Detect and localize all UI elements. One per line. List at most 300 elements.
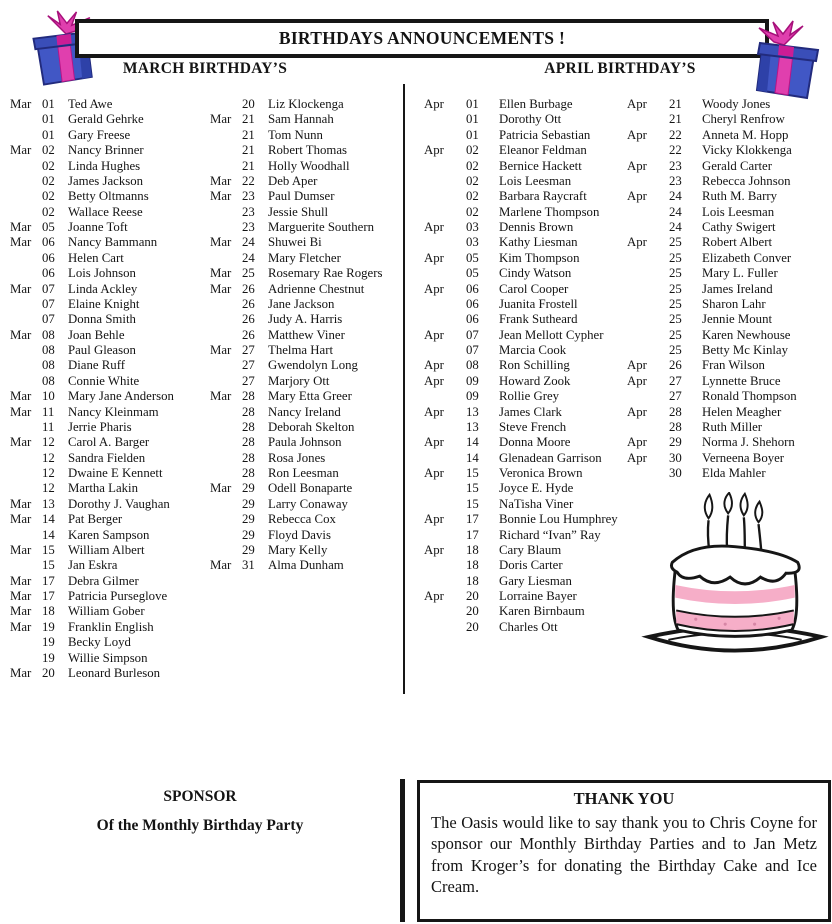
birthday-row: [10, 512, 206, 527]
birthday-row: [210, 97, 404, 112]
birthday-name: Patricia Purseglove: [68, 589, 168, 603]
birthday-day: 03: [466, 220, 479, 234]
birthday-name: Joyce E. Hyde: [499, 481, 574, 496]
birthday-name: James Ireland: [702, 281, 773, 296]
birthday-name: Cindy Watson: [499, 266, 572, 281]
birthday-day: 15: [42, 542, 55, 557]
birthday-name: Anneta M. Hopp: [702, 127, 789, 142]
birthday-row: [210, 143, 404, 158]
birthday-name: Mary Etta Greer: [268, 389, 352, 404]
birthday-day: 06: [466, 281, 479, 296]
birthday-name: Rollie Grey: [499, 389, 560, 404]
birthday-row: [10, 604, 206, 619]
birthday-day: 05: [466, 250, 479, 265]
birthday-month: Mar: [10, 404, 32, 419]
birthday-name: Gwendolyn Long: [268, 358, 358, 373]
birthday-day: 12: [42, 435, 55, 450]
birthday-month: Mar: [10, 327, 32, 342]
birthday-row: [627, 343, 832, 358]
birthday-month: [424, 481, 466, 496]
birthday-month: Mar: [10, 589, 32, 603]
birthday-name: Barbara Raycraft: [499, 189, 587, 204]
birthday-name: Odell Bonaparte: [268, 481, 353, 496]
birthday-day: 01: [42, 97, 55, 111]
birthday-row: [627, 466, 832, 481]
birthday-name: Liz Klockenga: [268, 97, 344, 111]
birthday-month: [627, 143, 669, 158]
birthday-day: 05: [466, 266, 479, 281]
birthday-name: Woody Jones: [702, 97, 771, 111]
birthday-month: Mar: [10, 235, 32, 250]
birthday-month: [10, 420, 42, 435]
birthday-row: [424, 235, 626, 250]
birthday-row: [210, 343, 404, 358]
birthday-day: 15: [466, 496, 479, 511]
birthday-name: Jessie Shull: [268, 204, 329, 219]
birthday-month: [210, 128, 242, 143]
birthday-name: Ted Awe: [68, 97, 113, 111]
birthday-name: Sandra Fielden: [68, 450, 146, 465]
birthday-name: Cheryl Renfrow: [702, 112, 785, 127]
birthday-day: 28: [242, 389, 255, 404]
april-list-column-1: [424, 97, 626, 635]
birthday-day: 26: [242, 296, 255, 311]
sponsor-subtitle: Of the Monthly Birthday Party: [96, 817, 304, 834]
birthday-day: 01: [466, 127, 479, 142]
birthday-month: [10, 205, 42, 220]
birthday-name: Juanita Frostell: [499, 296, 578, 311]
birthday-month: [10, 251, 42, 266]
birthday-day: 29: [242, 512, 255, 527]
birthday-row: [10, 558, 206, 573]
birthday-row: [210, 389, 404, 404]
birthday-day: 02: [42, 173, 55, 188]
birthday-day: 25: [669, 312, 682, 327]
birthday-day: 27: [669, 373, 682, 388]
birthday-cake-icon: [637, 492, 832, 672]
birthday-name: Patricia Sebastian: [499, 127, 591, 142]
birthday-month: [210, 512, 242, 527]
birthday-name: Deb Aper: [268, 173, 318, 188]
birthday-name: Deborah Skelton: [268, 419, 355, 434]
birthday-name: Joanne Toft: [68, 220, 128, 234]
thank-you-title: THANK YOU: [573, 789, 675, 808]
birthday-row: [424, 143, 626, 158]
birthday-row: [10, 174, 206, 189]
birthday-month: [210, 205, 242, 220]
birthday-month: [210, 528, 242, 543]
birthday-month: [424, 235, 466, 250]
birthday-day: 25: [669, 266, 682, 281]
birthday-day: 24: [669, 204, 682, 219]
birthday-day: 14: [466, 450, 479, 465]
birthday-day: 02: [466, 158, 479, 173]
birthday-name: Helen Meagher: [702, 404, 782, 419]
birthday-name: Gary Freese: [68, 127, 131, 142]
birthday-day: 01: [42, 112, 55, 127]
birthday-month: [627, 112, 669, 127]
birthday-month: Mar: [10, 281, 32, 296]
birthday-name: Helen Cart: [68, 250, 124, 265]
birthday-month: [210, 312, 242, 327]
birthday-day: 20: [42, 665, 55, 680]
birthday-day: 02: [466, 204, 479, 219]
birthday-day: 20: [466, 619, 479, 634]
birthday-month: [627, 220, 669, 235]
birthday-day: 27: [242, 358, 255, 373]
birthday-row: [210, 297, 404, 312]
birthday-row: [627, 297, 832, 312]
birthday-name: Lynnette Bruce: [702, 373, 781, 388]
birthday-day: 27: [242, 373, 255, 388]
birthday-row: [424, 574, 626, 589]
birthday-day: 07: [42, 312, 55, 327]
birthday-name: Carol A. Barger: [68, 435, 150, 450]
birthday-month: Apr: [627, 450, 647, 465]
birthday-row: [10, 528, 206, 543]
birthday-day: 26: [669, 358, 682, 373]
birthday-name: Mary Kelly: [268, 542, 328, 557]
birthday-name: Rosemary Rae Rogers: [268, 266, 383, 281]
birthday-row: [627, 205, 832, 220]
birthday-day: 19: [42, 635, 55, 650]
birthday-day: 23: [242, 220, 255, 234]
birthday-month: [627, 343, 669, 358]
birthday-day: 02: [466, 143, 479, 158]
birthday-month: Mar: [10, 619, 32, 634]
birthday-day: 07: [466, 343, 479, 357]
birthday-month: [210, 358, 242, 373]
birthday-name: Dennis Brown: [499, 220, 574, 234]
birthday-name: Leonard Burleson: [68, 665, 161, 680]
birthday-name: Vicky Klokkenga: [702, 143, 792, 158]
birthday-row: [10, 374, 206, 389]
birthday-day: 13: [466, 404, 479, 419]
birthday-month: [10, 466, 42, 481]
birthday-day: 25: [669, 235, 682, 250]
birthday-month: [10, 297, 42, 312]
birthday-name: Elizabeth Conver: [702, 250, 792, 265]
birthday-month: [424, 266, 466, 281]
birthday-row: [10, 343, 206, 358]
birthday-name: Wallace Reese: [68, 204, 143, 219]
birthday-month: [10, 651, 42, 666]
birthday-row: [424, 159, 626, 174]
birthday-name: Ron Schilling: [499, 358, 570, 373]
birthday-name: James Clark: [499, 404, 562, 419]
birthday-row: [627, 189, 832, 204]
march-list-column-2: [210, 97, 404, 574]
birthday-day: 14: [42, 527, 55, 542]
birthday-row: [424, 405, 626, 420]
birthday-day: 07: [466, 327, 479, 342]
birthday-name: Linda Ackley: [68, 281, 138, 296]
birthday-name: Veronica Brown: [499, 466, 583, 480]
birthday-day: 12: [42, 450, 55, 465]
birthday-day: 02: [42, 158, 55, 173]
birthday-row: [210, 266, 404, 281]
birthday-day: 21: [242, 158, 255, 173]
birthday-name: Doris Carter: [499, 558, 563, 573]
birthday-day: 20: [466, 604, 479, 619]
birthday-month: [210, 220, 242, 235]
birthday-name: Martha Lakin: [68, 481, 139, 496]
birthday-name: Thelma Hart: [268, 343, 334, 357]
thank-you-body: The Oasis would like to say thank you to Chris Coyne for sponsor our Monthly Birthday Parties and to Jan Metz from Kroger’s for donating the Birthday Cake and Ice Cream.: [431, 813, 817, 897]
birthday-month: [210, 97, 242, 112]
birthday-month: [424, 620, 466, 635]
birthday-day: 28: [242, 435, 255, 450]
birthday-month: [210, 143, 242, 158]
birthday-day: 29: [669, 435, 682, 450]
birthday-row: [424, 435, 626, 450]
birthday-month: Apr: [424, 250, 444, 265]
birthday-row: [424, 481, 626, 496]
birthday-name: Karen Birnbaum: [499, 604, 585, 619]
birthday-name: Marjory Ott: [268, 373, 330, 388]
birthday-month: [210, 466, 242, 481]
birthday-day: 23: [669, 158, 682, 173]
birthday-month: Apr: [627, 373, 647, 388]
birthday-name: James Jackson: [68, 173, 143, 188]
birthday-name: Shuwei Bi: [268, 235, 322, 250]
birthday-day: 07: [42, 281, 55, 296]
birthday-row: [627, 374, 832, 389]
birthday-day: 21: [669, 97, 682, 111]
birthday-name: Marcia Cook: [499, 343, 567, 357]
birthday-row: [10, 143, 206, 158]
birthday-day: 02: [466, 173, 479, 188]
birthday-month: [424, 205, 466, 220]
birthday-day: 24: [242, 235, 255, 250]
birthday-row: [627, 174, 832, 189]
birthday-month: Apr: [424, 512, 444, 527]
birthday-name: Paul Dumser: [268, 189, 335, 204]
birthday-row: [424, 389, 626, 404]
birthday-name: Rosa Jones: [268, 450, 326, 465]
birthday-row: [10, 497, 206, 512]
birthday-row: [10, 205, 206, 220]
birthday-day: 28: [669, 419, 682, 434]
birthday-day: 14: [466, 435, 479, 450]
birthday-row: [627, 420, 832, 435]
birthday-month: Mar: [10, 435, 32, 450]
birthday-month: Apr: [424, 97, 444, 111]
birthday-day: 23: [669, 173, 682, 188]
birthday-row: [424, 358, 626, 373]
page-title: BIRTHDAYS ANNOUNCEMENTS !: [278, 28, 566, 48]
birthday-month: Apr: [424, 404, 444, 419]
birthday-day: 20: [466, 589, 479, 603]
birthday-month: [10, 343, 42, 358]
page-title-box: [75, 19, 769, 58]
birthday-name: Pat Berger: [68, 512, 123, 527]
birthday-name: Lois Leesman: [499, 173, 572, 188]
birthday-day: 29: [242, 496, 255, 511]
birthday-day: 23: [242, 204, 255, 219]
birthday-month: [424, 558, 466, 573]
birthday-day: 09: [466, 373, 479, 388]
birthday-name: Fran Wilson: [702, 358, 765, 373]
birthday-day: 01: [42, 127, 55, 142]
birthday-name: Steve French: [499, 419, 567, 434]
birthday-row: [10, 312, 206, 327]
birthday-month: [627, 251, 669, 266]
birthday-name: Kim Thompson: [499, 250, 580, 265]
birthday-name: Lois Leesman: [702, 204, 775, 219]
birthday-month: [10, 374, 42, 389]
birthday-day: 18: [466, 542, 479, 557]
birthday-row: [424, 620, 626, 635]
birthday-row: [10, 635, 206, 650]
birthday-row: [627, 282, 832, 297]
birthday-name: Donna Smith: [68, 312, 136, 327]
birthday-name: Gerald Carter: [702, 158, 772, 173]
birthday-day: 10: [42, 389, 55, 404]
birthday-row: [627, 97, 832, 112]
birthday-day: 03: [466, 235, 479, 250]
birthday-day: 21: [669, 112, 682, 127]
birthday-row: [210, 466, 404, 481]
birthday-row: [424, 343, 626, 358]
birthday-month: [424, 451, 466, 466]
birthday-row: [210, 112, 404, 127]
birthday-month: [10, 558, 42, 573]
birthday-day: 06: [466, 312, 479, 327]
birthday-day: 12: [42, 481, 55, 496]
birthday-row: [10, 466, 206, 481]
birthday-day: 08: [42, 343, 55, 357]
birthday-day: 25: [669, 343, 682, 357]
birthday-day: 13: [42, 496, 55, 511]
birthday-name: Betty Oltmanns: [68, 189, 149, 204]
birthday-month: [210, 420, 242, 435]
birthday-row: [10, 159, 206, 174]
birthday-month: [627, 328, 669, 343]
birthday-month: [627, 297, 669, 312]
birthday-row: [424, 297, 626, 312]
birthday-month: Apr: [627, 358, 647, 373]
birthday-month: [210, 435, 242, 450]
birthday-day: 11: [42, 419, 55, 434]
birthday-month: Mar: [210, 389, 232, 404]
birthday-row: [424, 205, 626, 220]
birthday-name: Sam Hannah: [268, 112, 334, 127]
birthday-row: [424, 174, 626, 189]
birthday-month: [10, 635, 42, 650]
birthday-row: [424, 466, 626, 481]
birthday-row: [627, 128, 832, 143]
birthday-name: Alma Dunham: [268, 558, 344, 573]
birthday-month: [10, 159, 42, 174]
birthday-row: [210, 420, 404, 435]
birthday-month: [210, 405, 242, 420]
birthday-month: [627, 389, 669, 404]
birthday-name: Ronald Thompson: [702, 389, 797, 404]
birthday-day: 27: [242, 343, 255, 357]
birthday-row: [627, 235, 832, 250]
birthday-name: Verneena Boyer: [702, 450, 785, 465]
birthday-day: 11: [42, 404, 55, 419]
birthday-day: 05: [42, 220, 55, 234]
birthday-row: [424, 220, 626, 235]
birthday-month: [210, 451, 242, 466]
birthday-row: [10, 389, 206, 404]
birthday-row: [627, 112, 832, 127]
birthday-row: [627, 358, 832, 373]
birthday-name: Donna Moore: [499, 435, 571, 450]
sponsor-title: SPONSOR: [163, 788, 237, 805]
birthday-name: Larry Conaway: [268, 496, 348, 511]
birthday-month: Mar: [10, 604, 32, 619]
birthday-row: [210, 159, 404, 174]
birthday-month: Mar: [10, 496, 32, 511]
birthday-day: 24: [669, 189, 682, 204]
birthday-row: [210, 374, 404, 389]
birthday-day: 06: [42, 250, 55, 265]
birthday-name: Becky Loyd: [68, 635, 131, 650]
birthday-name: Elda Mahler: [702, 466, 766, 480]
birthday-month: [424, 420, 466, 435]
birthday-name: Betty Mc Kinlay: [702, 343, 789, 357]
birthday-name: Diane Ruff: [68, 358, 125, 373]
birthday-month: [210, 374, 242, 389]
birthday-name: Nancy Bammann: [68, 235, 158, 250]
birthday-row: [210, 174, 404, 189]
birthday-row: [210, 512, 404, 527]
birthday-month: Mar: [210, 481, 232, 496]
birthday-row: [10, 574, 206, 589]
birthday-row: [627, 251, 832, 266]
birthday-row: [424, 374, 626, 389]
birthday-day: 25: [669, 250, 682, 265]
birthday-row: [10, 405, 206, 420]
april-list-column-2: [627, 97, 832, 481]
sponsor-section: [20, 788, 380, 835]
birthday-month: Apr: [424, 281, 444, 296]
birthday-month: [627, 205, 669, 220]
birthday-month: [424, 604, 466, 619]
birthday-month: [10, 451, 42, 466]
birthday-day: 01: [466, 112, 479, 127]
birthday-row: [424, 189, 626, 204]
birthday-month: Apr: [424, 589, 444, 603]
birthday-day: 12: [42, 466, 55, 480]
birthday-day: 14: [42, 512, 55, 527]
birthday-day: 18: [466, 573, 479, 588]
birthday-month: Mar: [210, 343, 232, 357]
birthday-month: [424, 389, 466, 404]
birthday-month: [10, 266, 42, 281]
birthday-day: 25: [669, 327, 682, 342]
birthday-row: [10, 297, 206, 312]
birthday-name: Ruth Miller: [702, 419, 763, 434]
birthday-row: [10, 620, 206, 635]
birthday-month: [424, 528, 466, 543]
birthday-month: Mar: [10, 389, 32, 404]
birthday-row: [10, 435, 206, 450]
birthday-row: [10, 328, 206, 343]
birthday-month: [210, 297, 242, 312]
birthday-name: Jan Eskra: [68, 558, 118, 573]
birthday-name: Jerrie Pharis: [68, 419, 132, 434]
birthday-row: [10, 420, 206, 435]
birthday-row: [424, 558, 626, 573]
birthday-name: Dorothy Ott: [499, 112, 562, 127]
birthday-month: Apr: [627, 189, 647, 204]
birthday-month: [627, 420, 669, 435]
birthday-name: Frank Sutheard: [499, 312, 578, 327]
